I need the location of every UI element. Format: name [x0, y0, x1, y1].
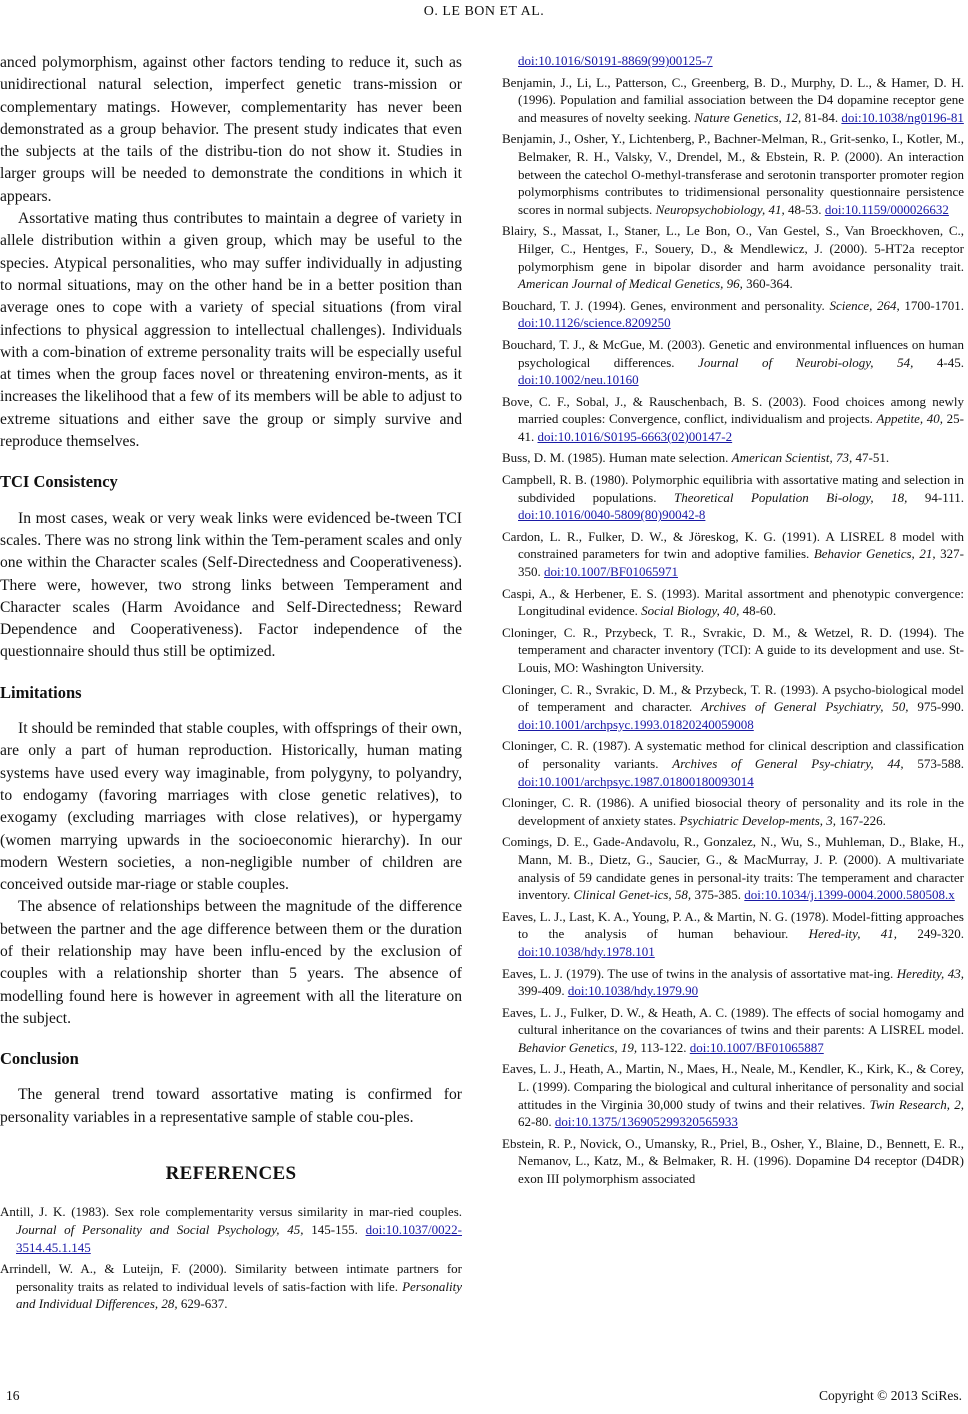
ref-journal: Nature Genetics, 12, [694, 109, 802, 125]
reference-entry [502, 681, 964, 734]
ref-authors-title: Cloninger, C. R. (1986). A unified biosocial theory of personality and its role in the development of anxiety states. [502, 795, 964, 828]
ref-authors-title: Caspi, A., & Herbener, E. S. (1993). Marital assortment and phenotypic convergence: Longitudinal evidence. [502, 585, 964, 619]
ref-pages: 4-45. [913, 354, 964, 370]
reference-entry [502, 794, 964, 829]
ref-authors-title: Eaves, L. J., Heath, A., Martin, N., Maes, H., Neale, M., Kendler, K., Kirk, K., & Corey, L. (1999). Comparing the biological and cultural inheritance of personality and social attitudes in the Virginia 30,000 study of twins and their relatives. [502, 1061, 964, 1112]
ref-pages: 975-990. [908, 699, 964, 715]
paragraph: The absence of relationships between the magnitude of the difference between the partner and the age difference between them or the duration of their relationship may have been influ-enced by the exclusion of couples with a relationship shorter than 5 years. The absence of modelling found here is however in agreement with all the literature on the subject. [0, 898, 462, 1027]
ref-pages: 25-41. [518, 411, 964, 444]
ref-authors-title: Blairy, S., Massat, I., Staner, L., Le Bon, O., Van Gestel, S., Van Broeckhoven, C., Hilger, C., Hentges, F., Souery, D., & Mendlewicz, J. (2000). 5-HT2a receptor polymorphism gene in bipolar disorder and harm avoidance personality trait. [502, 223, 964, 274]
ref-doi-link[interactable]: doi:10.1016/S0195-6663(02)00147-2 [537, 428, 733, 444]
ref-journal: American Scientist, 73, [731, 450, 853, 466]
ref-doi-link[interactable]: doi:10.1375/136905299320565933 [554, 1114, 738, 1130]
reference-entry [502, 585, 964, 620]
ref-pages: 573-588. [903, 755, 964, 771]
section-heading-conclusion: Conclusion [0, 1049, 79, 1069]
ref-pages: 167-226. [836, 812, 886, 828]
page-number: 16 [6, 1388, 20, 1403]
ref-journal: Archives of General Psy-chiatry, 44, [672, 755, 904, 771]
ref-doi-link[interactable]: doi:10.1007/BF01065971 [544, 564, 678, 580]
reference-entry [502, 222, 964, 292]
reference-entry [502, 393, 964, 446]
ref-pages: 47-51. [852, 450, 890, 466]
reference-entry [502, 1060, 964, 1130]
ref-authors-title: Benjamin, J., Osher, Y., Lichtenberg, P., Bachner-Melman, R., Grit-senko, I., Kotler, M., Belmaker, R. H., Valsky, V., Drendel, M., & Ebstein, R. P. (2000). An interaction between the catechol O-methyl-transferase and serotonin transporter promoter region polymorphisms contributes to tridimensional personality questionnaire persistence scores in normal subjects. [502, 131, 964, 217]
ref-journal: Journal of Personality and Social Psychology, 45, [16, 1221, 304, 1237]
ref-authors-title: Benjamin, J., Li, L., Patterson, C., Greenberg, B. D., Murphy, D. L., & Hamer, D. H. (1996). Population and familial association between the D4 dopamine receptor gene and measures of novelty seeking. [502, 74, 964, 125]
ref-journal: Heredity, 43, [896, 965, 964, 981]
reference-entry [502, 624, 964, 677]
ref-doi-link[interactable]: doi:10.1038/hdy.1978.101 [518, 943, 655, 959]
ref-authors-title: Bouchard, T. J. (1994). Genes, environment and personality. [502, 297, 830, 313]
ref-authors-title: Cloninger, C. R. (1987). A systematic method for clinical description and classification of personality variants. [502, 738, 964, 771]
ref-journal: Social Biology, 40, [641, 603, 740, 619]
ref-journal: Personality and Individual Differences, 28, [16, 1278, 462, 1312]
ref-pages: 360-364. [742, 276, 793, 292]
ref-authors-title: Campbell, R. B. (1980). Polymorphic equilibria with assortative mating and selection in subdivided populations. [502, 472, 964, 505]
ref-doi-link[interactable]: doi:10.1001/archpsyc.1987.01800180093014 [518, 773, 754, 789]
ref-pages: 62-80. [518, 1114, 555, 1130]
ref-doi-link[interactable]: doi:10.1007/BF01065887 [689, 1039, 824, 1055]
ref-journal: Theoretical Population Bi-ology, 18, [674, 489, 908, 505]
paragraph: Assortative mating thus contributes to maintain a degree of variety in allele distribution within a given group, which may be useful to the species. Atypical personalities, who may suffer individually in adjusting to normal situations, may on the other hand be in a better position than average ones to cope with a variety of special situations (from viral infections to physical aggression to intellectual challenges). Individuals with a com-bination of extreme personality traits will be especially useful at times when the group faces novel or threatening environ-ments, as it increases the likelihood that a few of its members will be able to adjust to extreme situations and either save the group or simply survive and reproduce themselves. [0, 210, 462, 451]
ref-pages: 113-122. [637, 1039, 690, 1055]
reference-entry [502, 297, 964, 332]
ref-pages: 249-320. [897, 926, 964, 942]
ref-authors-title: Ebstein, R. P., Novick, O., Umansky, R., Priel, B., Osher, Y., Blaine, D., Bennett, E. R., Nemanov, L., Katz, M., & Belmaker, R. H. (1996). Dopamine D4 receptor (D4DR) exon III polymorphism associated [502, 1135, 964, 1187]
ref-pages: 327-350. [518, 546, 964, 580]
ref-journal: Twin Research, 2, [869, 1096, 964, 1112]
ref-pages: 94-111. [907, 489, 964, 505]
paragraph: The general trend toward assortative mating is confirmed for personality variables in a representative sample of stable cou-ples. [0, 1086, 462, 1126]
ref-doi-link[interactable]: doi:10.1002/neu.10160 [518, 372, 639, 388]
ref-authors-title: Eaves, L. J., Last, K. A., Young, P. A., & Martin, N. G. (1978). Model-fitting approaches to the analysis of human behaviour. [502, 908, 964, 942]
right-column [502, 52, 964, 1192]
ref-authors-title: Buss, D. M. (1985). Human mate selection. [502, 450, 732, 466]
reference-entry [502, 336, 964, 389]
left-column [0, 52, 462, 1317]
reference-entry [502, 833, 964, 903]
ref-pages: 629-637. [177, 1296, 228, 1312]
reference-entry [502, 1004, 964, 1057]
ref-journal: Archives of General Psychiatry, 50, [701, 699, 909, 715]
ref-authors-title: Bouchard, T. J., & McGue, M. (2003). Genetic and environmental influences on human psychological differences. [502, 336, 964, 370]
section-heading-tci-consistency: TCI Consistency [0, 472, 118, 492]
ref-journal: Journal of Neurobi-ology, 54, [698, 354, 914, 370]
ref-doi-link[interactable]: doi:10.1126/science.8209250 [518, 315, 671, 331]
ref-journal: Appetite, 40, [876, 411, 943, 427]
ref-authors-title: Antill, J. K. (1983). Sex role complementarity versus similarity in mar-ried couples. [0, 1204, 462, 1220]
ref-journal: Clinical Genet-ics, 58, [573, 887, 692, 903]
ref-authors-title: Arrindell, W. A., & Luteijn, F. (2000). Similarity between intimate partners for personality traits as related to individual levels of satis-faction with life. [0, 1261, 462, 1294]
reference-entry [502, 965, 964, 1000]
ref-doi-link[interactable]: doi:10.1034/j.1399-0004.2000.580508.x [744, 887, 955, 903]
reference-entry [502, 1135, 964, 1188]
ref-pages: 48-60. [739, 603, 777, 619]
ref-authors-title: Cardon, L. R., Fulker, D. W., & Jöreskog, K. G. (1991). A LISREL 8 model with constrained parameters for twin and adoptive families. [502, 528, 964, 562]
ref-pages: 81-84. [801, 109, 842, 125]
ref-authors-title: Eaves, L. J. (1979). The use of twins in the analysis of assortative mat-ing. [502, 965, 897, 981]
ref-authors-title: Cloninger, C. R., Svrakic, D. M., & Przybeck, T. R. (1993). A psycho-biological model of temperament and character. [502, 681, 964, 715]
ref-pages: 145-155. [303, 1221, 366, 1237]
ref-authors-title: Cloninger, C. R., Przybeck, T. R., Svrakic, D. M., & Wetzel, R. D. (1994). The temperament and character inventory (TCI): A guide to its development and use. St-Louis, MO: Washington University. [502, 624, 964, 675]
ref-journal: Psychiatric Develop-ments, 3, [679, 812, 837, 828]
ref-doi-link[interactable]: doi:10.1016/S0191-8869(99)00125-7 [518, 53, 713, 68]
running-head: O. LE BON ET AL. [423, 4, 545, 19]
references-heading: REFERENCES [165, 1163, 297, 1185]
ref-doi-link[interactable]: doi:10.1038/hdy.1979.90 [567, 983, 699, 999]
paragraph: It should be reminded that stable couples, with offsprings of their own, are only a part of human reproduction. Historically, human mating systems have used every way imaginable, from polygyny, to polyandry, to endogamy (favoring marriages with close genetic relatives), to exogamy (excluding marriages with close relatives), or hypergamy (women marrying upwards in the socioeconomic hierarchy). In our modern Western societies, a non-negligible number of children are conceived outside mar-riage or stable couples. [0, 720, 462, 894]
reference-entry [502, 449, 964, 467]
ref-authors-title: Bove, C. F., Sobal, J., & Rauschenbach, B. S. (2003). Food choices among newly married couples: Convergence, conflict, individualism and projects. [502, 393, 964, 427]
reference-entry [502, 130, 964, 218]
reference-entry [502, 471, 964, 524]
ref-doi-link[interactable]: doi:10.1001/archpsyc.1993.01820240059008 [518, 716, 754, 732]
reference-entry [0, 1203, 462, 1256]
ref-journal: Hered-ity, 41, [808, 926, 898, 942]
paragraph: In most cases, weak or very weak links were evidenced be-tween TCI scales. There was no strong link within the Tem-perament scales and only one within the Character scales (Self-Directedness and Cooperativeness). There were, however, two strong links between Temperament and Character scales (Harm Avoidance and Self-Directedness; Reward Dependence and Cooperativeness). Factor independence of the questionnaire should thus still be optimized. [0, 509, 462, 661]
ref-journal: Science, 264, [829, 297, 900, 313]
ref-doi-link[interactable]: doi:10.1037/0022-3514.45.1.145 [16, 1221, 462, 1255]
reference-entry-continued [502, 52, 964, 70]
ref-pages: 48-53. [784, 201, 825, 217]
ref-pages: 1700-1701. [899, 297, 964, 313]
reference-entry [502, 908, 964, 961]
copyright-notice: Copyright © 2013 SciRes. [818, 1388, 962, 1403]
reference-entry [502, 74, 964, 127]
ref-doi-link[interactable]: doi:10.1159/000026632 [824, 201, 949, 217]
ref-journal: American Journal of Medical Genetics, 96, [518, 276, 743, 292]
ref-journal: Neuropsychobiology, 41, [655, 201, 785, 217]
ref-doi-link[interactable]: doi:10.1016/0040-5809(80)90042-8 [518, 507, 706, 523]
ref-journal: Behavior Genetics, 19, [518, 1039, 638, 1055]
reference-entry [0, 1260, 462, 1313]
ref-journal: Behavior Genetics, 21, [813, 546, 936, 562]
ref-authors-title: Eaves, L. J., Fulker, D. W., & Heath, A. C. (1989). The effects of social homogamy and cultural inheritance on the covariances of twins and their parents: A LISREL model. [502, 1004, 964, 1038]
reference-entry [502, 528, 964, 581]
ref-doi-link[interactable]: doi:10.1038/ng0196-81 [841, 109, 964, 125]
ref-authors-title: Comings, D. E., Gade-Andavolu, R., Gonzalez, N., Wu, S., Muhleman, D., Blake, H., Mann, M. B., Dietz, G., Saucier, G., & MacMurray, J. P. (2000). A multivariate analysis of 59 candidate genes in personal-ity traits: The temperament and character inventory. [502, 834, 964, 903]
section-heading-limitations: Limitations [0, 682, 82, 702]
paragraph: anced polymorphism, against other factors tending to reduce it, such as unidirectional natural selection, imperfect genetic trans-mission or complementary matings. However, complementarity has never been demonstrated as a group behavior. The present study indicates that even the subjects at the tails of the distribu-tion do not show it. Studies in larger groups will be needed to demonstrate the conditions in which it appears. [0, 54, 462, 205]
reference-entry [502, 737, 964, 790]
ref-pages: 375-385. [691, 887, 745, 903]
ref-pages: 399-409. [518, 983, 568, 999]
